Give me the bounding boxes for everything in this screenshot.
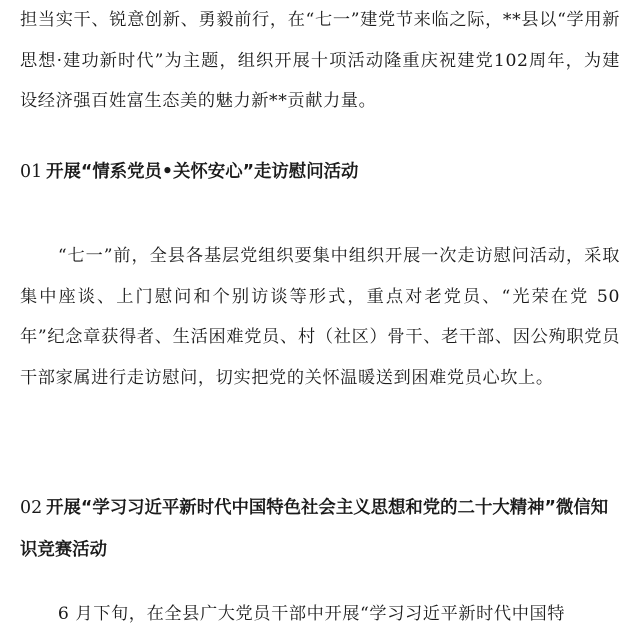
section-1-body: “七一”前，全县各基层党组织要集中组织开展一次走访慰问活动，采取集中座谈、上门慰问和个别访谈等形式，重点对老党员、“光荣在党 50 年”纪念章获得者、生活困难党员、村（社区）骨干、老干部、因公殉职党员干部家属进行走访慰问，切实把党的关怀温暖送到困难党员心坎上。 bbox=[20, 246, 620, 388]
section-1-number: 01 bbox=[20, 162, 43, 182]
section-2-body: 6 月下旬，在全县广大党员干部中开展“学习习近平新时代中国特 bbox=[57, 604, 566, 624]
section-1-heading bbox=[20, 152, 625, 192]
section-2-title: 开展“学习习近平新时代中国特色社会主义思想和党的二十大精神”微信知识竞赛活动 bbox=[20, 498, 609, 560]
intro-paragraph: 担当实干、锐意创新、勇毅前行，在“七一”建党节来临之际，**县以“学用新思想·建功新时代”为主题，组织开展十项活动隆重庆祝建党102周年，为建设经济强百姓富生态美的魅力新**贡献力量。 bbox=[20, 10, 620, 111]
section-2-number: 02 bbox=[20, 498, 43, 518]
section-1-title: 开展“情系党员•关怀安心”走访慰问活动 bbox=[46, 162, 359, 182]
section-2-heading bbox=[20, 487, 625, 571]
